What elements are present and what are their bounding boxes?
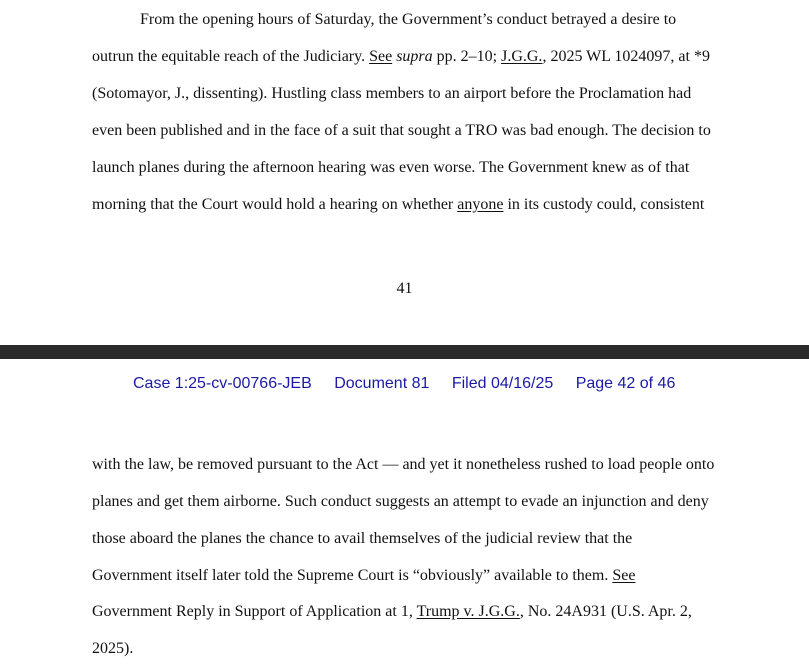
text-run: From the opening hours of Saturday, the Government’s conduct betrayed a desire to <box>140 11 677 28</box>
text-line <box>92 84 691 104</box>
text-line <box>92 121 711 141</box>
text-line <box>92 639 133 659</box>
text-run: in its custody could, consistent <box>503 196 705 213</box>
citation-text: J.G.G. <box>501 48 543 65</box>
text-run: with the law, be removed pursuant to the Act — and yet it nonetheless rushed to load people onto <box>92 456 715 473</box>
text-line <box>92 566 635 586</box>
text-run: , 2025 WL 1024097, at *9 <box>542 48 710 65</box>
text-line <box>92 455 714 475</box>
text-run: (Sotomayor, J., dissenting). Hustling class members to an airport before the Proclamation had <box>92 85 692 102</box>
text-run: launch planes during the afternoon hearing was even worse. The Government knew as of that <box>92 159 690 176</box>
text-run: pp. 2–10; <box>432 48 502 65</box>
page-of: Page 42 of 46 <box>575 375 676 392</box>
text-run: morning that the Court would hold a hearing on whether <box>92 196 458 213</box>
text-run: , No. 24A931 (U.S. Apr. 2, <box>519 603 692 620</box>
text-line <box>92 602 692 622</box>
text-line <box>92 195 704 215</box>
citation-text: Trump v. J.G.G. <box>416 603 520 620</box>
citation-text: See <box>369 48 393 65</box>
text-run: outrun the equitable reach of the Judiciary. <box>92 48 370 65</box>
page-number: 41 <box>396 280 413 297</box>
citation-text: See <box>612 567 636 584</box>
page-divider <box>0 345 809 359</box>
text-line <box>92 492 709 512</box>
text-line <box>92 529 632 549</box>
text-run: Government Reply in Support of Application at 1, <box>92 603 417 620</box>
case-header <box>133 374 693 394</box>
text-line <box>92 158 689 178</box>
citation-text: anyone <box>457 196 504 213</box>
text-run: even been published and in the face of a suit that sought a TRO was bad enough. The decision to <box>92 122 711 139</box>
text-run: 2025). <box>92 640 134 657</box>
text-line <box>92 47 710 67</box>
italic-text: supra <box>396 48 433 65</box>
case-number: Case 1:25-cv-00766-JEB <box>133 375 312 392</box>
text-run: those aboard the planes the chance to avail themselves of the judicial review that the <box>92 530 633 547</box>
filed-date: Filed 04/16/25 <box>451 375 554 392</box>
text-run: Government itself later told the Supreme Court is “obviously” available to them. <box>92 567 613 584</box>
text-run: planes and get them airborne. Such conduct suggests an attempt to evade an injunction and deny <box>92 493 709 510</box>
text-line <box>140 10 676 30</box>
document-number: Document 81 <box>334 375 430 392</box>
